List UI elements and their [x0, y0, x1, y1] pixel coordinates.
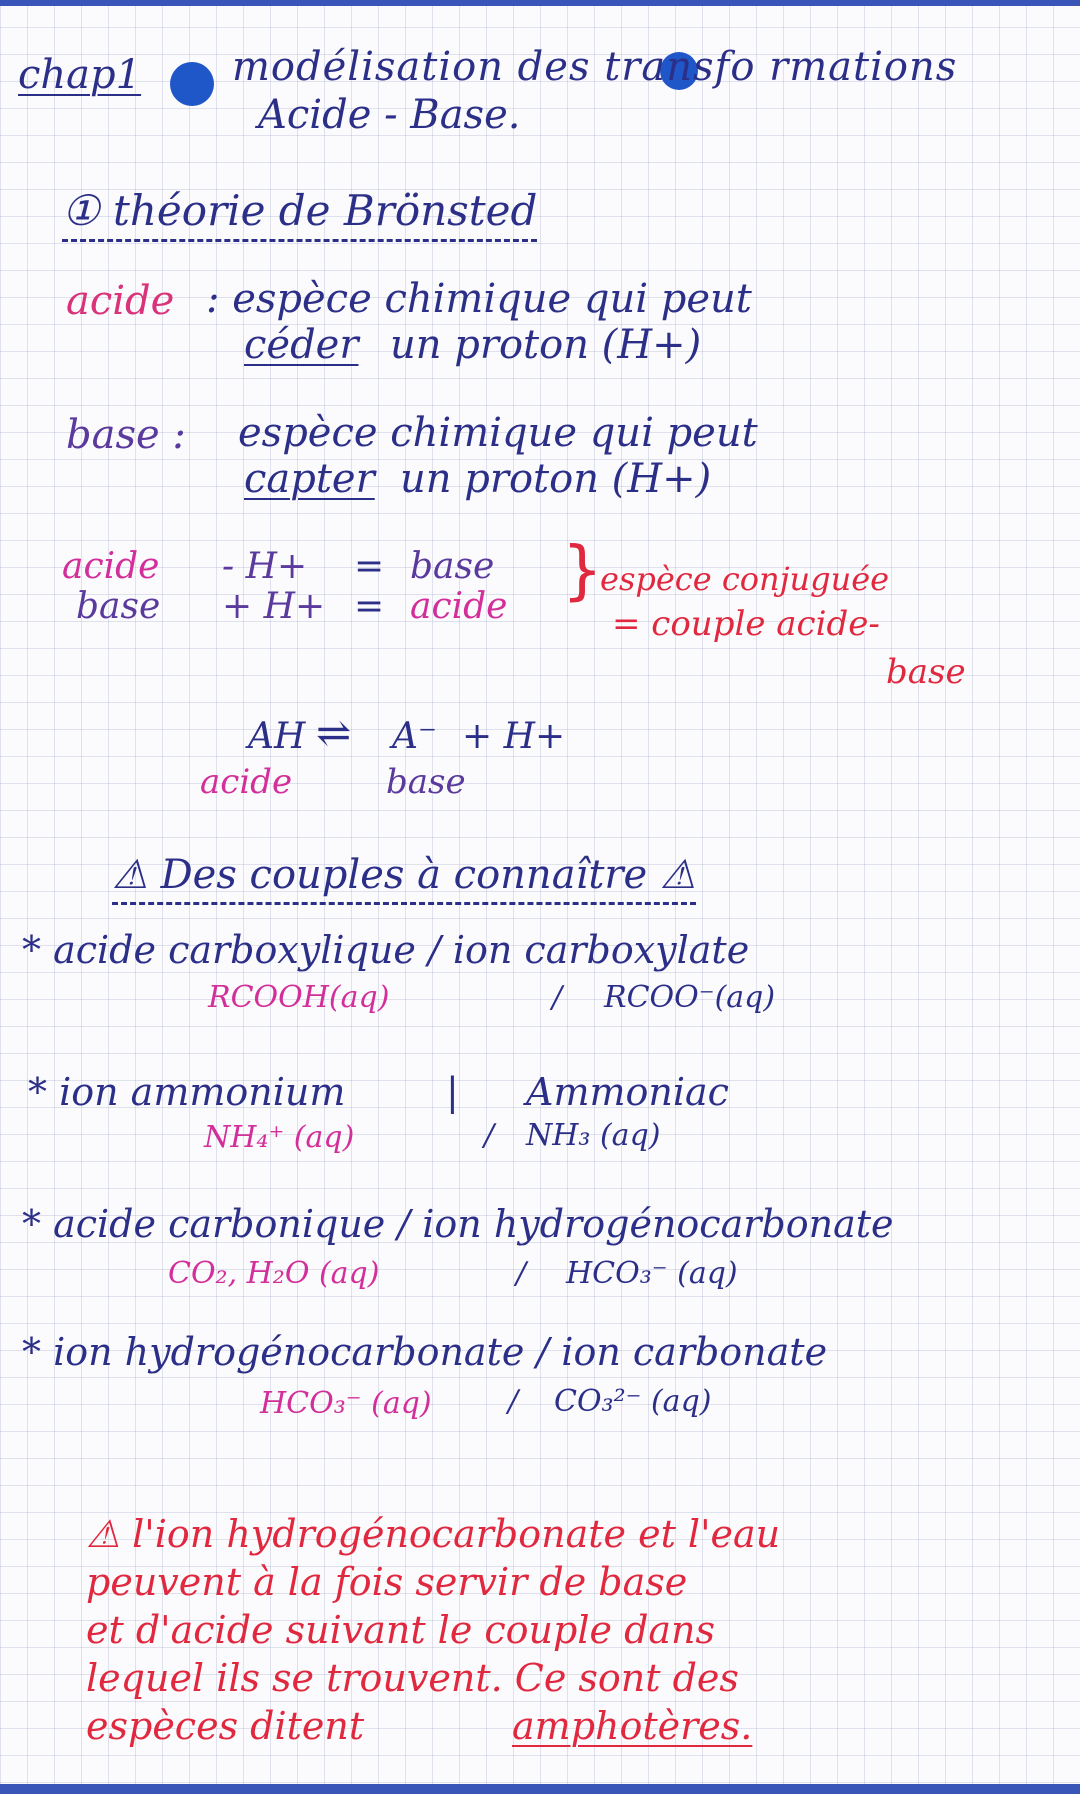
hole-punch-dot	[170, 62, 214, 106]
note-line5-start: espèces ditent	[86, 1704, 365, 1748]
couple4-formula-base: CO₃²⁻ (aq)	[554, 1384, 712, 1419]
eq2-op: + H+	[222, 586, 326, 627]
eq1-op: - H+	[222, 546, 308, 587]
eq2-equals: =	[354, 586, 385, 627]
reaction-label-base: base	[386, 762, 466, 802]
note-line4: lequel ils se trouvent. Ce sont des	[86, 1656, 739, 1700]
base-definition-line2: un proton (H+)	[400, 456, 712, 502]
conjugate-brace: }	[562, 534, 603, 608]
conjugate-note-line1: espèce conjuguée	[600, 560, 890, 598]
couple3-separator: /	[516, 1256, 527, 1291]
note-line2: peuvent à la fois servir de base	[86, 1560, 688, 1604]
base-verb-capter: capter	[244, 456, 375, 502]
page-title-line2: Acide - Base.	[258, 92, 521, 138]
acide-verb-ceder: céder	[244, 322, 359, 368]
couple3-line: * acide carbonique / ion hydrogénocarbonate	[22, 1202, 894, 1246]
note-keyword-amphoteres: amphotères.	[512, 1704, 753, 1748]
base-term: base :	[66, 412, 186, 458]
reaction-label-acide: acide	[200, 762, 293, 802]
couple2-formula-base: NH₃ (aq)	[526, 1118, 661, 1153]
couple4-line: * ion hydrogénocarbonate / ion carbonate	[22, 1330, 828, 1374]
acide-definition-line2: un proton (H+)	[390, 322, 702, 368]
couple2-line: * ion ammonium	[28, 1070, 346, 1114]
eq2-right: acide	[410, 586, 508, 627]
conjugate-note-line3: base	[886, 652, 966, 692]
couple4-formula-acid: HCO₃⁻ (aq)	[260, 1386, 432, 1421]
note-line1: ⚠ l'ion hydrogénocarbonate et l'eau	[86, 1512, 781, 1556]
couples-title: ⚠ Des couples à connaître ⚠	[112, 852, 696, 905]
couple1-formula-base: RCOO⁻(aq)	[604, 980, 776, 1015]
eq2-left: base	[76, 586, 161, 627]
eq1-left: acide	[62, 546, 160, 587]
couple2-separator: /	[484, 1118, 495, 1153]
couple4-separator: /	[508, 1384, 519, 1419]
couple1-formula-acid: RCOOH(aq)	[208, 980, 390, 1015]
chapter-label: chap1	[18, 52, 142, 98]
couple3-formula-acid: CO₂, H₂O (aq)	[168, 1256, 380, 1291]
reaction-ah: AH	[248, 716, 306, 757]
acide-definition-line1: : espèce chimique qui peut	[206, 276, 752, 322]
couple1-line: * acide carboxylique / ion carboxylate	[22, 928, 750, 972]
conjugate-note-line2: = couple acide-	[612, 604, 880, 644]
note-line3: et d'acide suivant le couple dans	[86, 1608, 716, 1652]
reaction-h-plus: + H+	[462, 716, 566, 757]
acide-term: acide	[66, 278, 175, 324]
couple1-separator: /	[552, 980, 563, 1015]
couple2-formula-acid: NH₄⁺ (aq)	[204, 1120, 355, 1155]
base-definition-line1: espèce chimique qui peut	[238, 410, 758, 456]
couple3-formula-base: HCO₃⁻ (aq)	[566, 1256, 738, 1291]
page-title-line1: modélisation des transfo rmations	[232, 44, 958, 90]
eq1-equals: =	[354, 546, 385, 587]
reaction-arrow: ⇌	[316, 708, 352, 757]
page-top-edge	[0, 0, 1080, 6]
reaction-a-minus: A⁻	[392, 716, 437, 757]
couple2-separator-top: |	[446, 1070, 459, 1114]
page-bottom-edge	[0, 1784, 1080, 1794]
section-title-bronsted: ① théorie de Brönsted	[62, 186, 537, 242]
eq1-right: base	[410, 546, 495, 587]
couple2-line-base: Ammoniac	[526, 1070, 729, 1114]
